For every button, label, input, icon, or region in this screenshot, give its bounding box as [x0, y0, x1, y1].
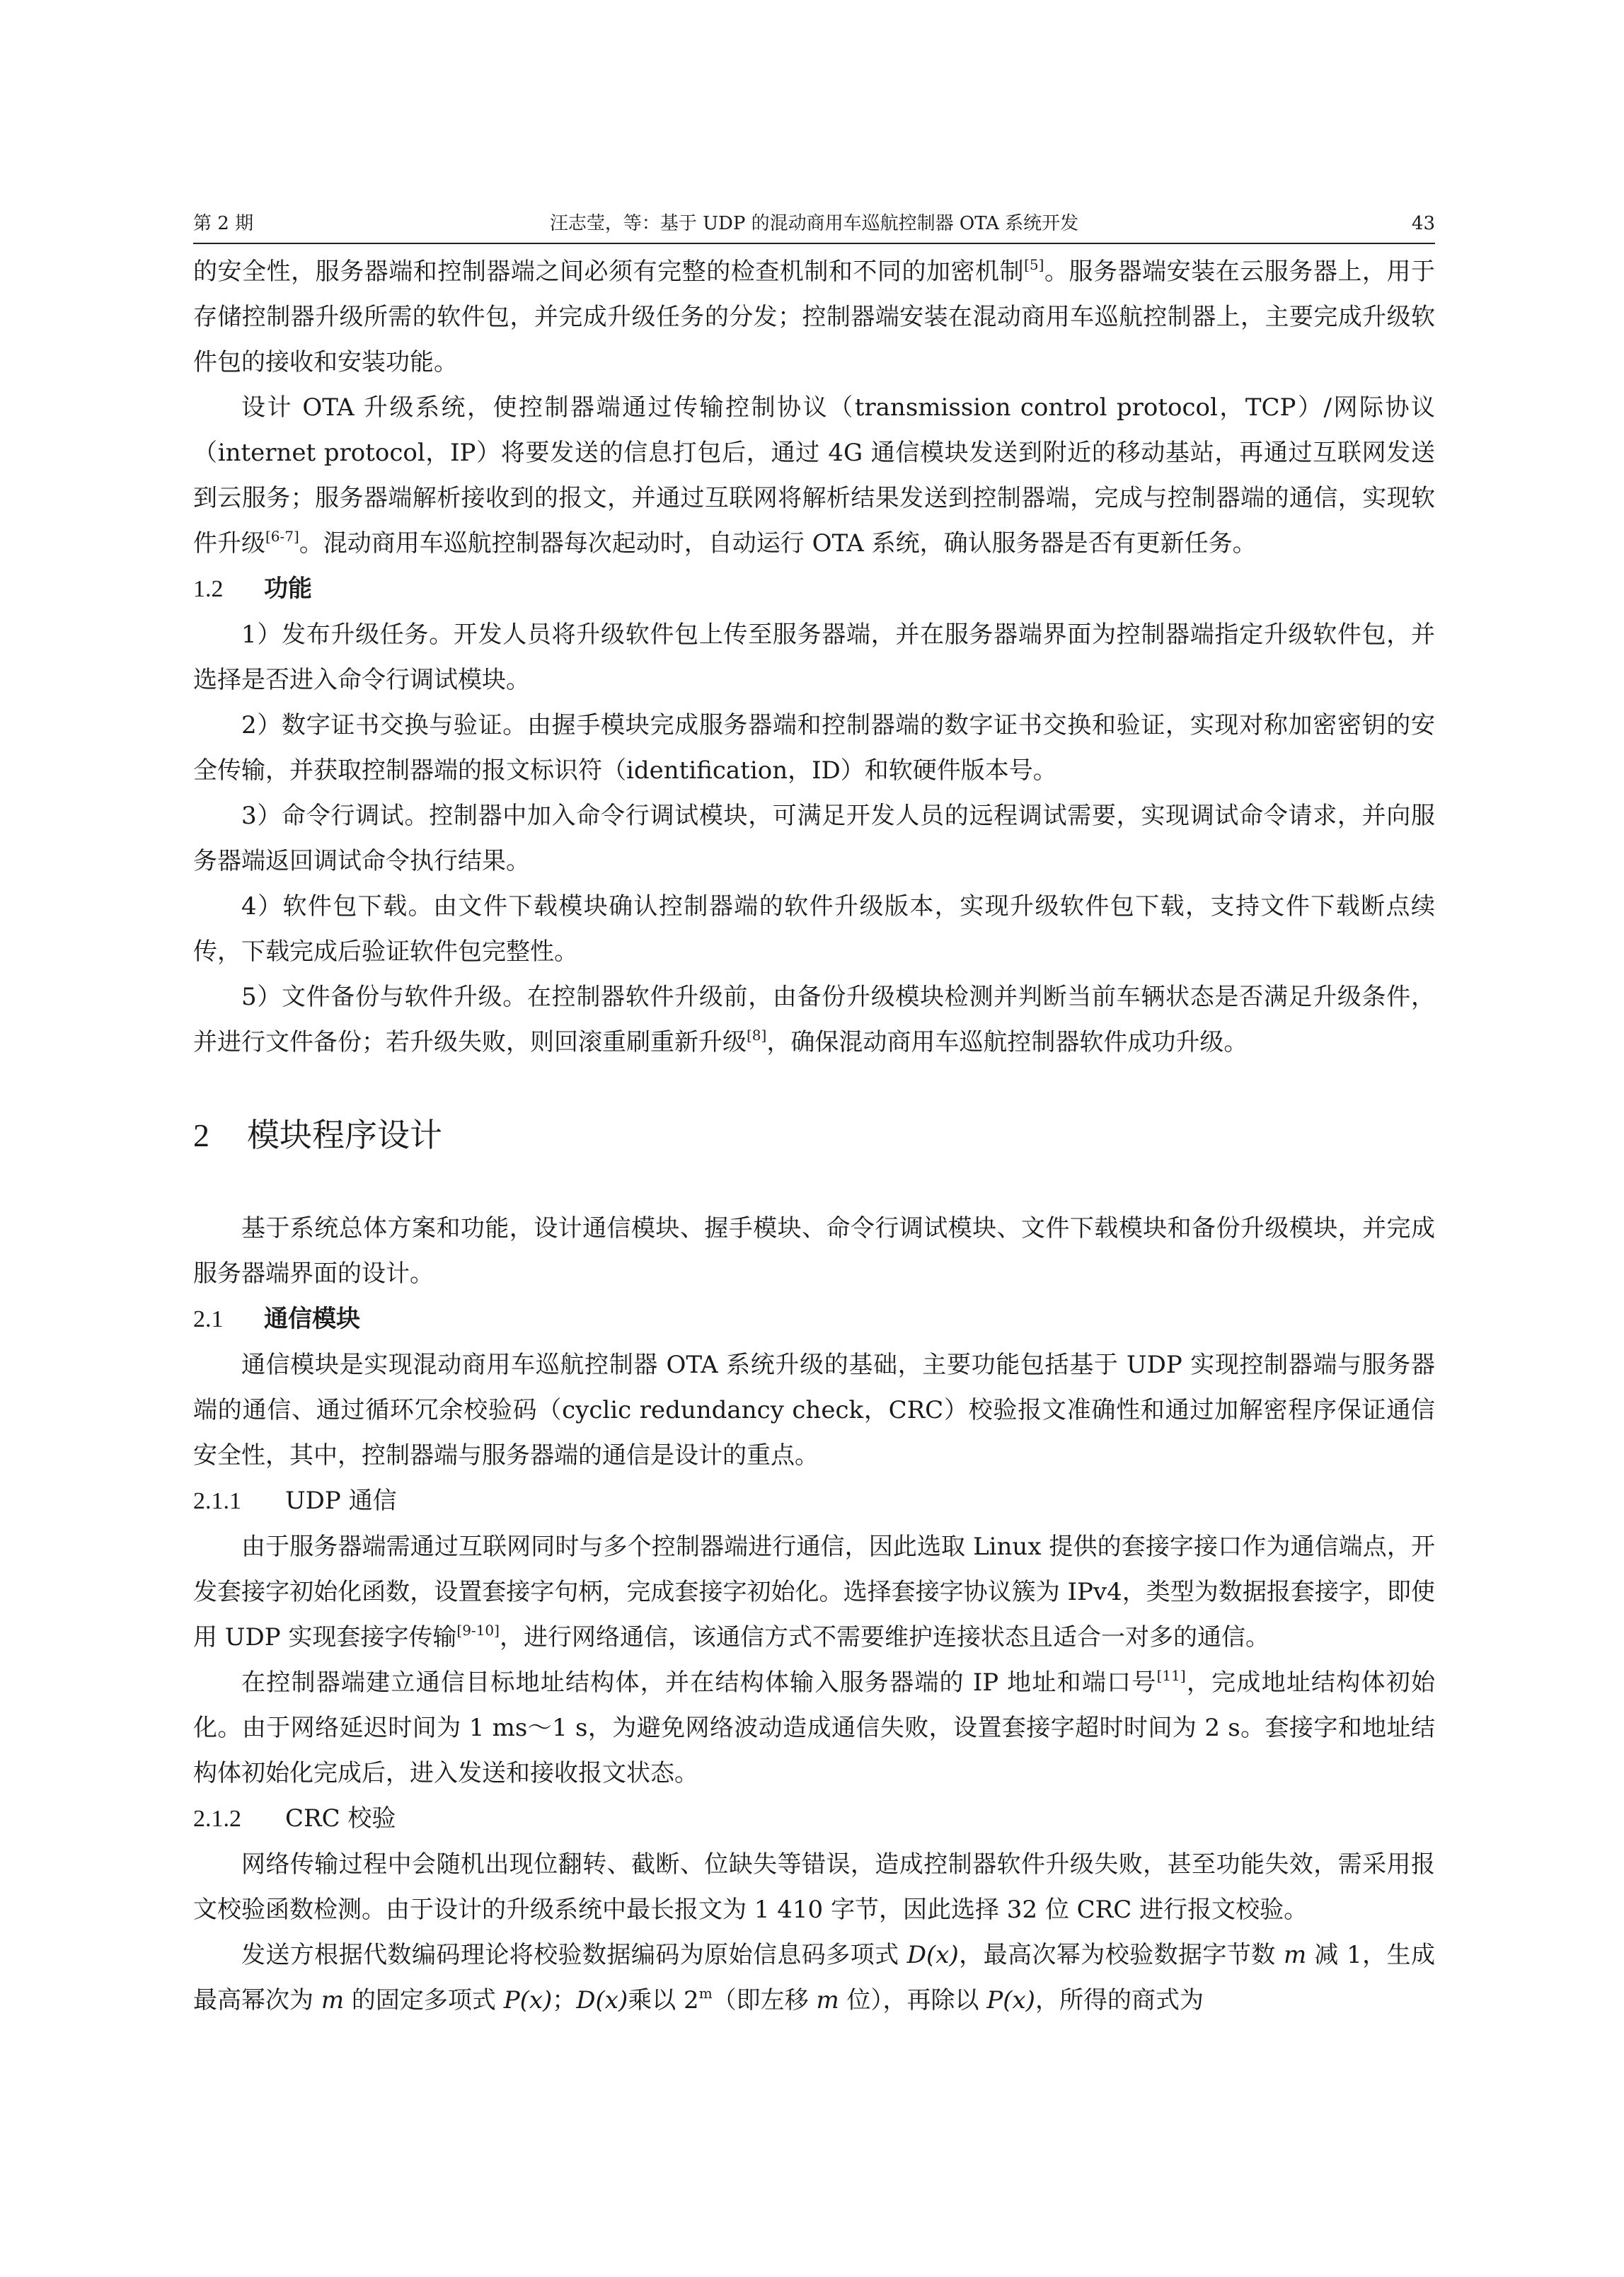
running-title: 汪志莹，等：基于 UDP 的混动商用车巡航控制器 OTA 系统开发	[549, 213, 1079, 234]
paragraph: 通信模块是实现混动商用车巡航控制器 OTA 系统升级的基础，主要功能包括基于 UDP 实现控制器端与服务器端的通信、通过循环冗余校验码（cyclic redundancy check，CRC）校验报文准确性和通过加解密程序保证通信安全性，其中，控制器端与服务器端的通信是设计的重点。	[193, 1351, 1435, 1470]
article-body	[193, 249, 1435, 2023]
paragraph: 基于系统总体方案和功能，设计通信模块、握手模块、命令行调试模块、文件下载模块和备份升级模块，并完成服务器端界面的设计。	[193, 1214, 1435, 1288]
list-item: 2）数字证书交换与验证。由握手模块完成服务器端和控制器端的数字证书交换和验证，实现对称加密密钥的安全传输，并获取控制器端的报文标识符（identification，ID）和软硬件版本号。	[193, 711, 1435, 785]
math-m: m	[1283, 1941, 1307, 1969]
list-item: 1）发布升级任务。开发人员将升级软件包上传至服务器端，并在服务器端界面为控制器端指定升级软件包，并选择是否进入命令行调试模块。	[193, 621, 1435, 694]
paragraph: 在控制器端建立通信目标地址结构体，并在结构体输入服务器端的 IP 地址和端口号[11]，完成地址结构体初始化。由于网络延迟时间为 1 ms～1 s，为避免网络波动造成通信失败，设置套接字超时时间为 2 s。套接字和地址结构体初始化完成后，进入发送和接收报文状态。	[193, 1667, 1435, 1787]
list-item: 5）文件备份与软件升级。在控制器软件升级前，由备份升级模块检测并判断当前车辆状态是否满足升级条件，并进行文件备份；若升级失败，则回滚重刷重新升级[8]，确保混动商用车巡航控制器软件成功升级。	[193, 983, 1435, 1056]
header-rule	[193, 243, 1435, 244]
paragraph: 的安全性，服务器端和控制器端之间必须有完整的检查机制和不同的加密机制[5]。服务器端安装在云服务器上，用于存储控制器升级所需的软件包，并完成升级任务的分发；控制器端安装在混动商用车巡航控制器上，主要完成升级软件包的接收和安装功能。	[193, 256, 1435, 376]
math-exponent-m: m	[698, 1985, 713, 2002]
section-heading-2: 2 模块程序设计	[193, 1116, 442, 1154]
math-m: m	[816, 1986, 839, 2014]
math-dx: D(x)	[906, 1941, 959, 1969]
paragraph: 由于服务器端需通过互联网同时与多个控制器端进行通信，因此选取 Linux 提供的套接字接口作为通信端点，开发套接字初始化函数，设置套接字句柄，完成套接字初始化。选择套接字协议簇为 IPv4，类型为数据报套接字，即使用 UDP 实现套接字传输[9-10]，进行网络通信，该通信方式不需要维护连接状态且适合一对多的通信。	[193, 1533, 1435, 1651]
section-heading-1-2: 1.2 功能	[193, 575, 312, 603]
paragraph: 发送方根据代数编码理论将校验数据编码为原始信息码多项式 D(x)，最高次幂为校验数据字节数 m 减 1，生成最高幂次为 m 的固定多项式 P(x)；D(x)乘以 2$^m$（即左移 m 位），再除以 P(x)，所得的商式为	[193, 1941, 1436, 2014]
math-px: P(x)	[503, 1986, 553, 2014]
section-heading-2-1-1: 2.1.1 UDP 通信	[193, 1487, 397, 1515]
running-header	[193, 209, 1435, 242]
issue-label: 第 2 期	[193, 213, 254, 234]
paragraph: 网络传输过程中会随机出现位翻转、截断、位缺失等错误，造成控制器软件升级失败，甚至功能失效，需采用报文校验函数检测。由于设计的升级系统中最长报文为 1 410 字节，因此选择 32 位 CRC 进行报文校验。	[193, 1850, 1435, 1924]
citation: [11]	[1156, 1667, 1186, 1684]
section-heading-2-1-2: 2.1.2 CRC 校验	[193, 1804, 396, 1833]
section-heading-2-1: 2.1 通信模块	[193, 1305, 360, 1333]
citation: [6-7]	[265, 528, 299, 545]
page-number: 43	[1411, 213, 1435, 234]
citation: [5]	[1024, 256, 1044, 273]
math-m: m	[321, 1986, 345, 2014]
paragraph: 设计 OTA 升级系统，使控制器端通过传输控制协议（transmission control protocol，TCP）/网际协议（internet protocol，IP）将要发送的信息打包后，通过 4G 通信模块发送到附近的移动基站，再通过互联网发送到云服务；服务器端解析接收到的报文，并通过互联网将解析结果发送到控制器端，完成与控制器端的通信，实现软件升级[6-7]。混动商用车巡航控制器每次起动时，自动运行 OTA 系统，确认服务器是否有更新任务。	[193, 393, 1435, 558]
math-px: P(x)	[986, 1986, 1035, 2014]
list-item: 3）命令行调试。控制器中加入命令行调试模块，可满足开发人员的远程调试需要，实现调试命令请求，并向服务器端返回调试命令执行结果。	[193, 802, 1435, 875]
citation: [9-10]	[456, 1622, 500, 1639]
list-item: 4）软件包下载。由文件下载模块确认控制器端的软件升级版本，实现升级软件包下载，支持文件下载断点续传，下载完成后验证软件包完整性。	[193, 892, 1435, 966]
citation: [8]	[747, 1027, 767, 1044]
math-dx: D(x)	[576, 1986, 628, 2014]
